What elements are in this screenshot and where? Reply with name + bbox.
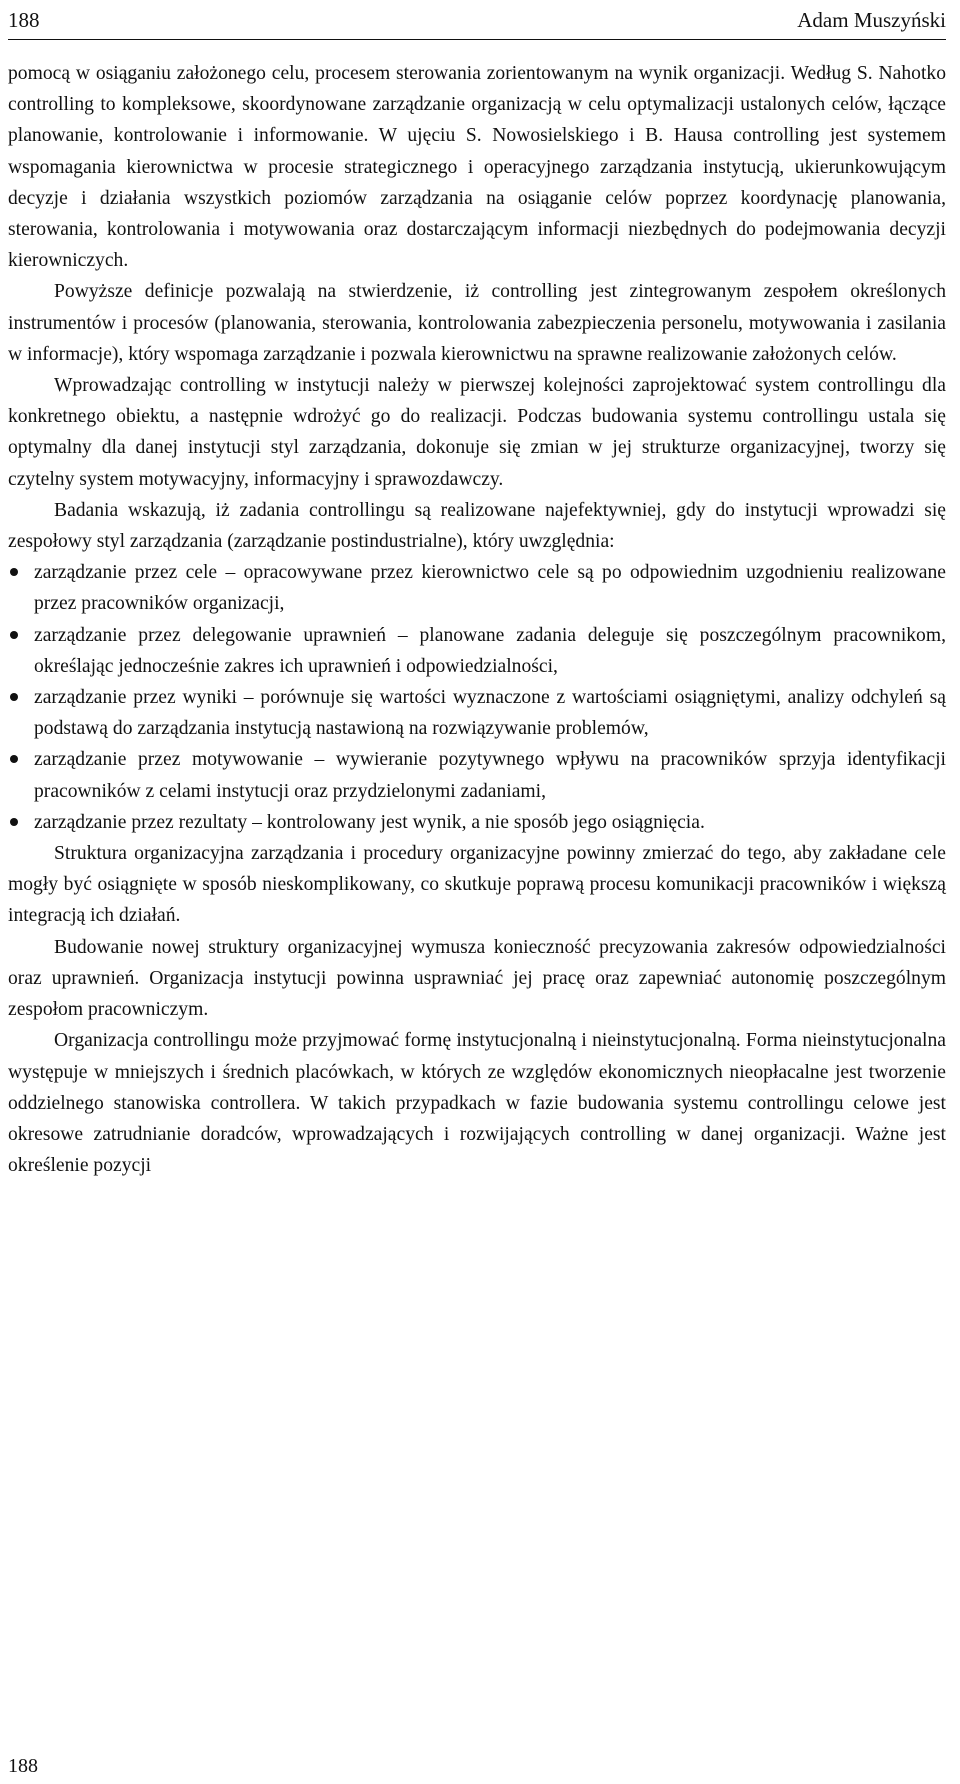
list-item-text: zarządzanie przez wyniki – porównuje się wartości wyznaczone z wartościami osiągniętymi, analizy odchyleń są podstawą do zarządzania instytucją nastawioną na rozwiązywanie problemów, xyxy=(34,687,946,740)
bullet-icon xyxy=(10,818,18,826)
paragraph-5: Struktura organizacyjna zarządzania i procedury organizacyjne powinny zmierzać do tego, aby zakładane cele mogły być osiągnięte w sposób nieskomplikowany, co skutkuje poprawą procesu komunikacji pracowników i większą integracją ich działań. xyxy=(8,843,946,927)
body-text xyxy=(8,58,946,1181)
list-item xyxy=(8,807,946,838)
list-item-text: zarządzanie przez delegowanie uprawnień – planowane zadania deleguje się poszczególnym pracownikom, określając jednocześnie zakres ich uprawnień i odpowiedzialności, xyxy=(34,624,946,677)
paragraph-1: pomocą w osiąganiu założonego celu, procesem sterowania zorientowanym na wynik organizacji. Według S. Nahotko controlling to kompleksowe, skoordynowane zarządzanie organizacją w celu optymalizacji ustalonych celów, łączące planowanie, kontrolowanie i informowanie. W ujęciu S. Nowosielskiego i B. Hausa controlling jest systemem wspomagania kierownictwa w procesie strategicznego i operacyjnego zarządzania instytucją, ukierunkowującym decyzje i działania wszystkich poziomów zarządzania na osiąganie celów poprzez koordynację planowania, sterowania, kontrolowania i motywowania oraz dostarczającym informacji niezbędnych do podejmowania decyzji kierowniczych. xyxy=(8,63,946,272)
paragraph-3: Wprowadzając controlling w instytucji należy w pierwszej kolejności zaprojektować system controllingu dla konkretnego obiektu, a następnie wdrożyć go do realizacji. Podczas budowania systemu controllingu ustala się optymalny dla danej instytucji styl zarządzania, dokonuje się zmian w jej strukturze organizacyjnej, tworzy się czytelny system motywacyjny, informacyjny i sprawozdawczy. xyxy=(8,375,946,490)
list-item xyxy=(8,557,946,619)
bullet-icon xyxy=(10,693,18,701)
list-item xyxy=(8,744,946,806)
paragraph-7: Organizacja controllingu może przyjmować formę instytucjonalną i nieinstytucjonalną. Forma nieinstytucjonalna występuje w mniejszych i średnich placówkach, w których ze względów ekonomicznych nieopłacalne jest tworzenie oddzielnego stanowiska controllera. W takich przypadkach w fazie budowania systemu controllingu celowe jest okresowe zatrudnianie doradców, wprowadzających i rozwijających controlling w danej organizacji. Ważne jest określenie pozycji xyxy=(8,1030,946,1177)
list-item xyxy=(8,682,946,744)
footer-page-number: 188 xyxy=(8,1755,38,1777)
header-author: Adam Muszyński xyxy=(797,8,946,32)
running-header xyxy=(8,0,946,40)
paragraph-2: Powyższe definicje pozwalają na stwierdzenie, iż controlling jest zintegrowanym zespołem określonych instrumentów i procesów (planowania, sterowania, kontrolowania zabezpieczenia personelu, motywowania i zasilania w informacje), który wspomaga zarządzanie i pozwala kierownictwu na sprawne realizowanie założonych celów. xyxy=(8,281,946,365)
paragraph-4: Badania wskazują, iż zadania controllingu są realizowane najefektywniej, gdy do instytucji wprowadzi się zespołowy styl zarządzania (zarządzanie postindustrialne), który uwzględnia: xyxy=(8,499,946,553)
list-item-text: zarządzanie przez rezultaty – kontrolowany jest wynik, a nie sposób jego osiągnięcia. xyxy=(34,811,705,833)
header-page-number: 188 xyxy=(8,8,40,32)
bullet-icon xyxy=(10,755,18,763)
list-item-text: zarządzanie przez motywowanie – wywieranie pozytywnego wpływu na pracowników sprzyja identyfikacji pracowników z celami instytucji oraz przydzielonymi zadaniami, xyxy=(34,749,946,802)
list-item xyxy=(8,620,946,682)
bullet-icon xyxy=(10,568,18,576)
management-styles-list xyxy=(8,557,946,838)
paragraph-6: Budowanie nowej struktury organizacyjnej wymusza konieczność precyzowania zakresów odpowiedzialności oraz uprawnień. Organizacja instytucji powinna usprawniać jej pracę oraz zapewniać autonomię poszczególnym zespołom pracowniczym. xyxy=(8,936,946,1021)
list-item-text: zarządzanie przez cele – opracowywane przez kierownictwo cele są po odpowiednim uzgodnieniu realizowane przez pracowników organizacji, xyxy=(34,562,946,615)
bullet-icon xyxy=(10,631,18,639)
